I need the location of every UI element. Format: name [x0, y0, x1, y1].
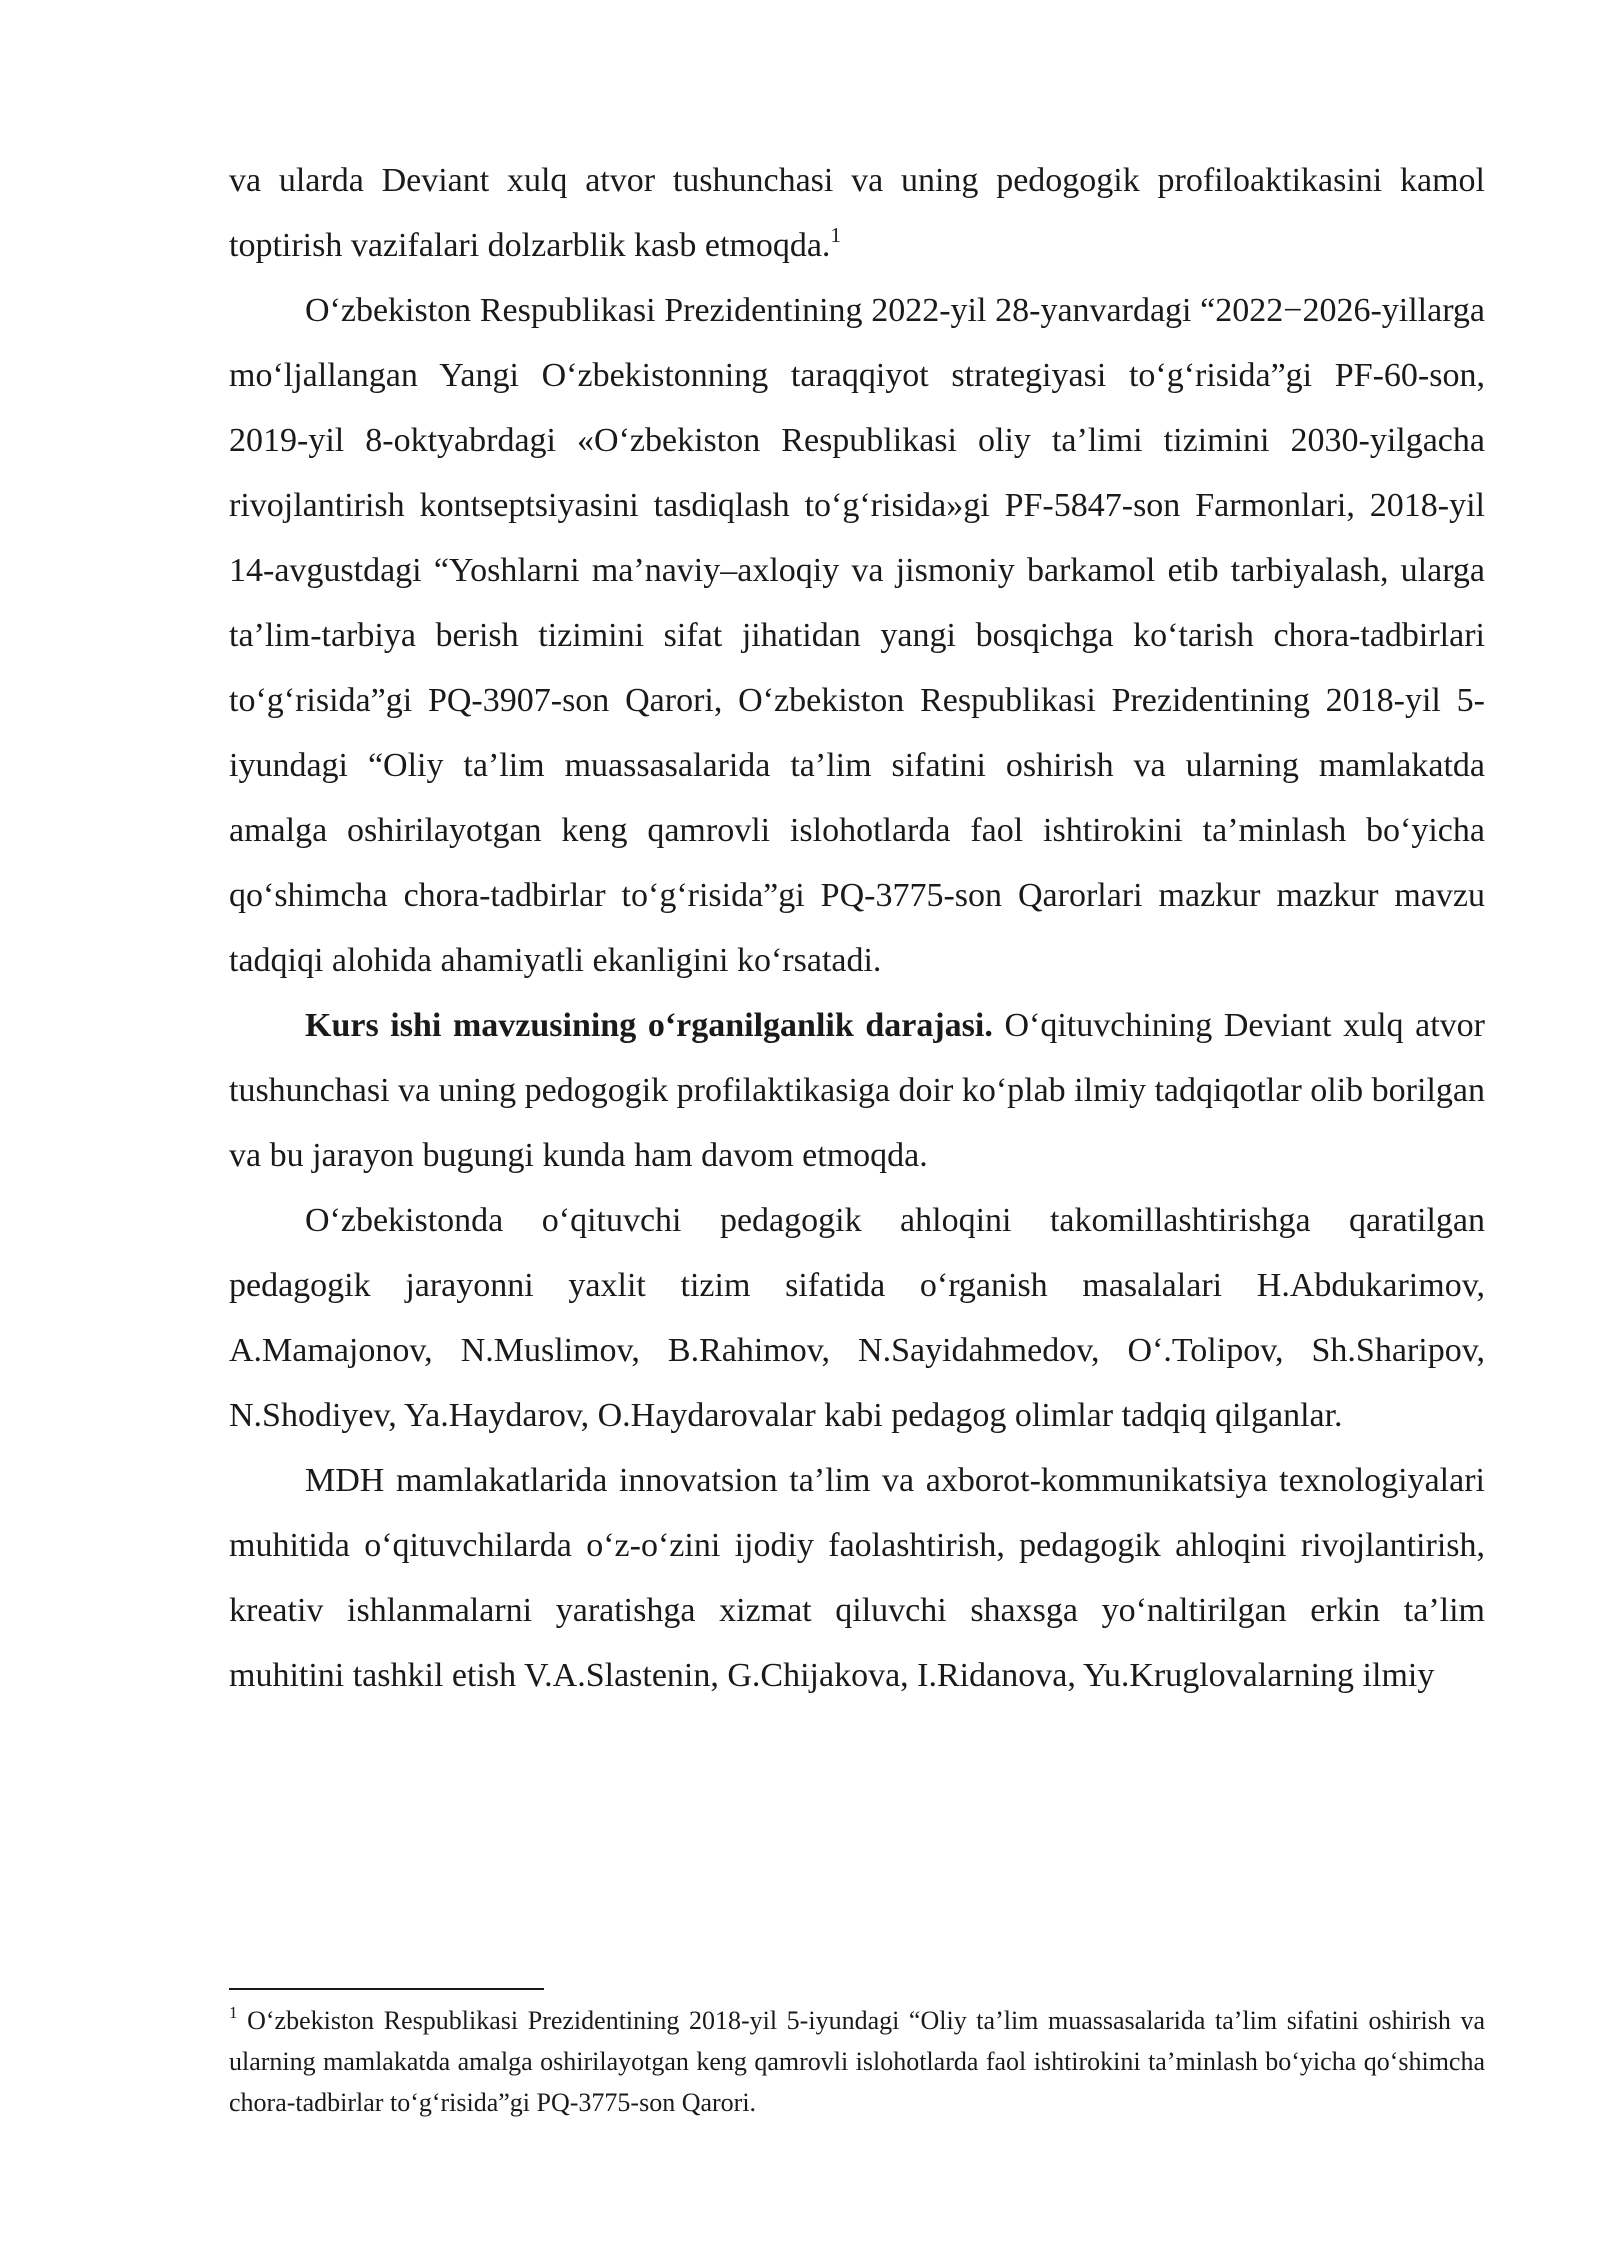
paragraph-text: va ularda Deviant xulq atvor tushunchasi va uning pedogogik profiloaktikasini kamol toptirish vazifalari dolzarblik kasb etmoqda.: [229, 162, 1485, 264]
paragraph-text: O‘zbekistonda o‘qituvchi pedagogik ahloqini takomillashtirishga qaratilgan pedagogik jarayonni yaxlit tizim sifatida o‘rganish masalalari H.Abdukarimov, A.Mamajonov, N.Muslimov, B.Rahimov, N.Sayidahmedov, O‘.Tolipov, Sh.Sharipov, N.Shodiyev, Ya.Haydarov, O.Haydarovalar kabi pedagog olimlar tadqiq qilganlar.: [229, 1202, 1485, 1434]
footnote-area: [229, 1988, 1485, 2123]
paragraph-intro-continuation: [229, 148, 1485, 278]
paragraph-cis-scholars: [229, 1448, 1485, 1708]
paragraph-text: MDH mamlakatlarida innovatsion ta’lim va axborot-kommunikatsiya texnologiyalari muhitida o‘qituvchilarda o‘z-o‘zini ijodiy faolashtirish, pedagogik ahloqini rivojlantirish, kreativ ishlanmalarni yaratishga xizmat qiluvchi shaxsga yo‘naltirilgan erkin ta’lim muhitini tashkil etish V.A.Slastenin, G.Chijakova, I.Ridanova, Yu.Kruglovalarning ilmiy: [229, 1462, 1485, 1694]
paragraph-text: O‘qituvchining Deviant xulq atvor tushunchasi va uning pedogogik profilaktikasiga doir ko‘plab ilmiy tadqiqotlar olib borilgan va bu jarayon bugungi kunda ham davom etmoqda.: [229, 1007, 1485, 1174]
footnote-reference: 1: [830, 223, 841, 247]
paragraph-legal-references: [229, 278, 1485, 993]
footnote-text: O‘zbekiston Respublikasi Prezidentining 2018-yil 5-iyundagi “Oliy ta’lim muassasalarida ta’lim sifatini oshirish va ularning mamlakatda amalga oshirilayotgan keng qamrovli islohotlarda faol ishtirokini ta’minlash bo‘yicha qo‘shimcha chora-tadbirlar to‘g‘risida”gi PQ-3775-son Qarori.: [229, 2006, 1485, 2117]
document-body: [229, 148, 1485, 1708]
footnote-separator: [229, 1988, 544, 1990]
footnote: [229, 2000, 1485, 2123]
section-heading: Kurs ishi mavzusining o‘rganilganlik darajasi.: [305, 1007, 993, 1044]
paragraph-uzbek-scholars: [229, 1188, 1485, 1448]
paragraph-text: O‘zbekiston Respublikasi Prezidentining 2022-yil 28-yanvardagi “2022−2026-yillarga mo‘ljallangan Yangi O‘zbekistonning taraqqiyot strategiyasi to‘g‘risida”gi PF-60-son, 2019-yil 8-oktyabrdagi «O‘zbekiston Respublikasi oliy ta’limi tizimini 2030-yilgacha rivojlantirish kontseptsiyasini tasdiqlash to‘g‘risida»gi PF-5847-son Farmonlari, 2018-yil 14-avgustdagi “Yoshlarni ma’naviy–axloqiy va jismoniy barkamol etib tarbiyalash, ularga ta’lim-tarbiya berish tizimini sifat jihatidan yangi bosqichga ko‘tarish chora-tadbirlari to‘g‘risida”gi PQ-3907-son Qarori, O‘zbekiston Respublikasi Prezidentining 2018-yil 5-iyundagi “Oliy ta’lim muassasalarida ta’lim sifatini oshirish va ularning mamlakatda amalga oshirilayotgan keng qamrovli islohotlarda faol ishtirokini ta’minlash bo‘yicha qo‘shimcha chora-tadbirlar to‘g‘risida”gi PQ-3775-son Qarorlari mazkur mazkur mavzu tadqiqi alohida ahamiyatli ekanligini ko‘rsatadi.: [229, 292, 1485, 979]
paragraph-research-level: [229, 993, 1485, 1188]
footnote-number: 1: [229, 2003, 238, 2022]
